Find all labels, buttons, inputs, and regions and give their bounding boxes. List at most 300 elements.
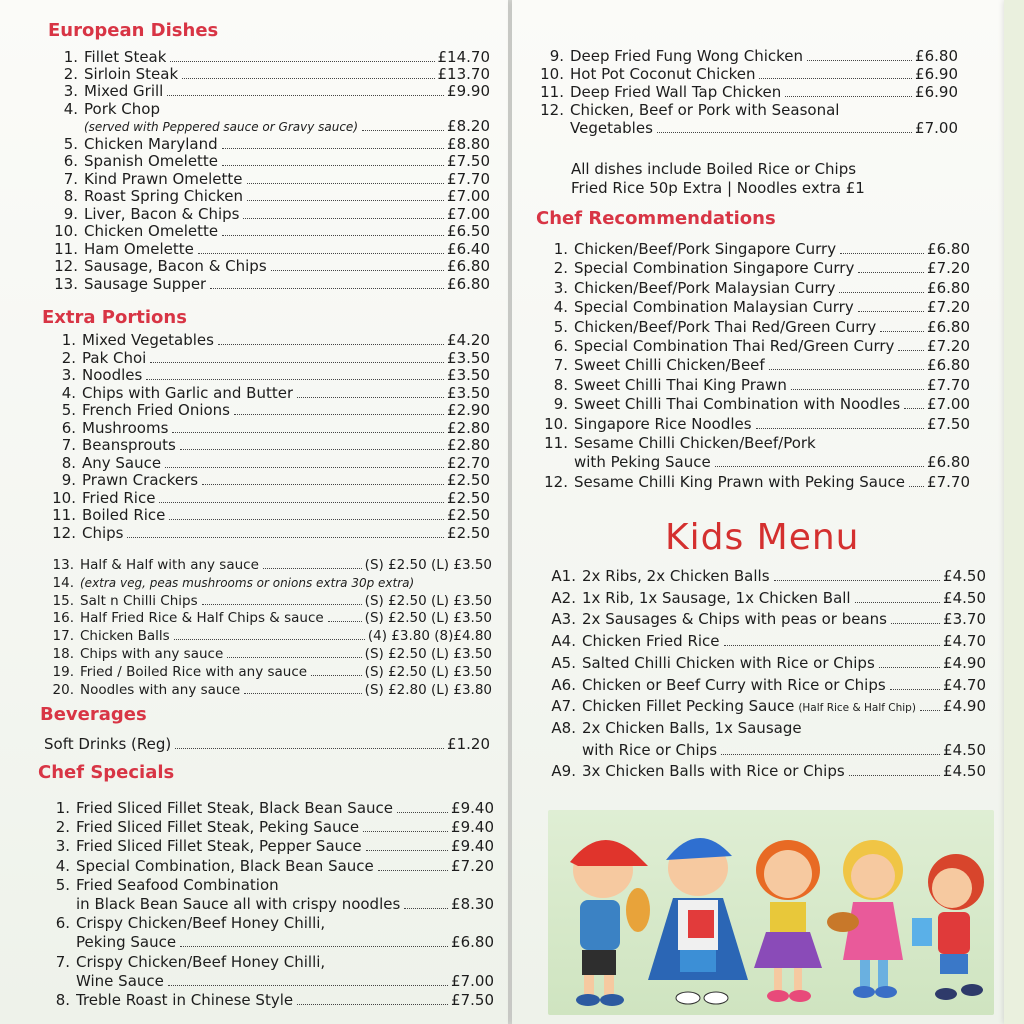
dot-leader bbox=[891, 623, 940, 624]
item-name: with Rice or Chips bbox=[582, 740, 718, 759]
item-price: £2.70 bbox=[447, 453, 490, 472]
menu-item bbox=[50, 170, 490, 188]
item-number: 15. bbox=[52, 592, 74, 609]
item-name: Peking Sauce bbox=[76, 933, 177, 952]
next-page-edge bbox=[1004, 0, 1024, 1024]
item-number: 7. bbox=[55, 952, 70, 971]
item-number: 2. bbox=[553, 259, 568, 278]
dot-leader bbox=[222, 165, 444, 166]
menu-item bbox=[540, 318, 970, 336]
item-price: (S) £2.50 (L) £3.50 bbox=[364, 663, 492, 680]
item-name: Prawn Crackers bbox=[82, 471, 199, 489]
dot-leader bbox=[247, 200, 444, 201]
item-number: 7. bbox=[553, 356, 568, 375]
item-number: 6. bbox=[55, 914, 70, 933]
dot-leader bbox=[807, 60, 912, 61]
item-number: 4. bbox=[63, 100, 78, 118]
item-number: 17. bbox=[52, 628, 74, 645]
item-price: £2.90 bbox=[447, 401, 490, 419]
dot-leader bbox=[904, 408, 924, 409]
item-number: 11. bbox=[54, 240, 78, 258]
menu-item bbox=[540, 415, 970, 433]
item-name: Ham Omelette bbox=[84, 240, 194, 258]
item-number: 4. bbox=[61, 383, 76, 402]
menu-item bbox=[50, 82, 490, 100]
item-number: 8. bbox=[61, 453, 76, 472]
item-number: 12. bbox=[52, 523, 76, 542]
menu-item bbox=[536, 65, 958, 83]
menu-item bbox=[44, 556, 492, 574]
item-name: Kind Prawn Omelette bbox=[84, 170, 243, 188]
item-name: Chicken Balls bbox=[80, 628, 170, 645]
dot-leader bbox=[724, 645, 941, 646]
dot-leader bbox=[263, 568, 362, 569]
menu-item bbox=[548, 762, 986, 780]
rice-chips-note: All dishes include Boiled Rice or Chips bbox=[571, 160, 857, 178]
menu-item bbox=[44, 506, 490, 524]
item-note: (Half Rice & Half Chip) bbox=[798, 702, 916, 715]
menu-item bbox=[44, 799, 494, 817]
dot-leader bbox=[849, 775, 940, 776]
menu-item bbox=[44, 972, 494, 990]
item-price: £14.70 bbox=[437, 48, 490, 66]
item-name: Pak Choi bbox=[82, 348, 147, 367]
item-number: 14. bbox=[52, 574, 74, 591]
dot-leader bbox=[127, 537, 444, 538]
item-name: Special Combination Thai Red/Green Curry bbox=[574, 337, 895, 355]
item-name: Treble Roast in Chinese Style bbox=[76, 991, 294, 1009]
menu-item bbox=[44, 419, 490, 437]
dot-leader bbox=[244, 693, 361, 694]
dot-leader bbox=[879, 667, 940, 668]
extra-portions-heading: Extra Portions bbox=[42, 307, 187, 328]
item-number: 13. bbox=[54, 275, 78, 293]
dot-leader bbox=[890, 689, 940, 690]
dot-leader bbox=[222, 148, 444, 149]
item-number: A2. bbox=[551, 588, 576, 607]
item-name: Half & Half with any sauce bbox=[80, 557, 259, 573]
item-number: 13. bbox=[52, 557, 74, 573]
item-number: A5. bbox=[551, 653, 576, 672]
item-name: Sweet Chilli Chicken/Beef bbox=[574, 356, 765, 375]
menu-item bbox=[44, 609, 492, 627]
dot-leader bbox=[202, 604, 362, 605]
menu-item bbox=[548, 610, 986, 628]
item-price: £7.00 bbox=[927, 395, 970, 414]
item-price: £7.00 bbox=[915, 119, 958, 137]
dot-leader bbox=[366, 850, 448, 851]
dot-leader bbox=[170, 61, 434, 62]
dot-leader bbox=[150, 362, 444, 363]
menu-item bbox=[540, 279, 970, 297]
menu-item bbox=[44, 384, 490, 402]
menu-item bbox=[540, 356, 970, 374]
menu-item bbox=[38, 735, 490, 753]
dot-leader bbox=[898, 350, 924, 351]
item-number: A7. bbox=[551, 697, 576, 716]
item-name: Chicken/Beef/Pork Singapore Curry bbox=[574, 240, 837, 258]
item-price: £3.50 bbox=[447, 348, 490, 367]
item-name: Sweet Chilli Thai Combination with Noodles bbox=[574, 395, 901, 414]
item-price: £7.00 bbox=[451, 971, 494, 990]
item-price: £7.20 bbox=[927, 337, 970, 355]
item-price: £7.50 bbox=[447, 152, 490, 170]
item-name: Fried Sliced Fillet Steak, Black Bean Sauce bbox=[76, 799, 394, 817]
item-number: 3. bbox=[55, 837, 70, 856]
item-number: 9. bbox=[549, 47, 564, 65]
menu-item bbox=[540, 453, 970, 471]
item-price: £4.50 bbox=[943, 762, 986, 781]
european-dishes-heading: European Dishes bbox=[48, 20, 219, 41]
item-number: 2. bbox=[61, 348, 76, 367]
item-name: Soft Drinks (Reg) bbox=[44, 735, 172, 753]
item-number: 6. bbox=[61, 418, 76, 437]
menu-item bbox=[50, 117, 490, 136]
menu-item bbox=[548, 697, 986, 717]
item-price: £2.50 bbox=[447, 523, 490, 542]
item-number: 20. bbox=[52, 681, 74, 698]
item-price: £3.70 bbox=[943, 610, 986, 629]
menu-item bbox=[540, 298, 970, 316]
item-name: Mixed Vegetables bbox=[82, 331, 214, 349]
item-number: 7. bbox=[63, 170, 78, 188]
item-name: 2x Chicken Balls, 1x Sausage bbox=[582, 718, 802, 737]
menu-item bbox=[50, 152, 490, 170]
dot-leader bbox=[168, 985, 448, 986]
menu-item bbox=[50, 275, 490, 293]
item-name: Mushrooms bbox=[82, 418, 169, 437]
item-price: (4) £3.80 (8)£4.80 bbox=[367, 628, 492, 645]
menu-item bbox=[44, 401, 490, 419]
dot-leader bbox=[167, 95, 444, 96]
item-price: £7.70 bbox=[927, 472, 970, 491]
item-name: Vegetables bbox=[570, 119, 653, 137]
item-name: Singapore Rice Noodles bbox=[574, 414, 752, 433]
extras-note: Fried Rice 50p Extra | Noodles extra £1 bbox=[571, 179, 865, 197]
item-name: with Peking Sauce bbox=[574, 453, 711, 472]
dot-leader bbox=[311, 675, 362, 676]
menu-item bbox=[44, 933, 494, 951]
item-number: 5. bbox=[553, 317, 568, 336]
kids-menu-heading: Kids Menu bbox=[665, 517, 860, 558]
item-number: 2. bbox=[55, 818, 70, 837]
item-number: 4. bbox=[553, 298, 568, 317]
item-name: Crispy Chicken/Beef Honey Chilli, bbox=[76, 914, 326, 933]
menu-item bbox=[44, 818, 494, 836]
item-price: £7.00 bbox=[447, 187, 490, 205]
dot-leader bbox=[657, 132, 912, 133]
item-name: Chicken/Beef/Pork Malaysian Curry bbox=[574, 278, 836, 297]
item-name: Spanish Omelette bbox=[84, 152, 219, 170]
item-name: (extra veg, peas mushrooms or onions extra 30p extra) bbox=[80, 575, 415, 590]
item-name: 2x Sausages & Chips with peas or beans bbox=[582, 610, 887, 629]
menu-item bbox=[536, 47, 958, 65]
dot-leader bbox=[169, 519, 444, 520]
item-number: 6. bbox=[63, 152, 78, 170]
item-number: 5. bbox=[61, 401, 76, 419]
menu-item bbox=[50, 135, 490, 153]
item-price: £13.70 bbox=[437, 65, 490, 83]
menu-item bbox=[548, 741, 986, 759]
item-number: 10. bbox=[540, 65, 564, 83]
item-number: 4. bbox=[55, 856, 70, 875]
item-number: 7. bbox=[61, 436, 76, 454]
menu-item bbox=[50, 48, 490, 66]
chef-specials-heading: Chef Specials bbox=[38, 762, 175, 783]
item-name: Boiled Rice bbox=[82, 506, 166, 524]
dot-leader bbox=[756, 428, 924, 429]
dot-leader bbox=[791, 389, 924, 390]
item-name: 2x Ribs, 2x Chicken Balls bbox=[582, 567, 770, 585]
item-name: Sirloin Steak bbox=[84, 65, 179, 83]
item-price: £7.70 bbox=[927, 375, 970, 394]
item-price: £7.20 bbox=[927, 298, 970, 317]
item-price: £6.80 bbox=[451, 933, 494, 952]
item-number: 1. bbox=[63, 48, 78, 66]
dot-leader bbox=[227, 657, 361, 658]
item-price: £2.80 bbox=[447, 436, 490, 454]
menu-item bbox=[50, 222, 490, 240]
item-price: £2.80 bbox=[447, 418, 490, 437]
item-number: A3. bbox=[551, 610, 576, 629]
item-name: Sesame Chilli Chicken/Beef/Pork bbox=[574, 434, 816, 452]
menu-item bbox=[44, 837, 494, 855]
menu-item bbox=[548, 654, 986, 672]
item-number: 10. bbox=[544, 414, 568, 433]
item-price: £4.70 bbox=[943, 632, 986, 651]
item-name: Liver, Bacon & Chips bbox=[84, 205, 240, 223]
item-number: 12. bbox=[540, 101, 564, 119]
dot-leader bbox=[271, 270, 444, 271]
item-name: Chicken/Beef/Pork Thai Red/Green Curry bbox=[574, 317, 877, 336]
item-price: £8.30 bbox=[451, 895, 494, 913]
item-price: £6.50 bbox=[447, 222, 490, 240]
item-number: 9. bbox=[553, 395, 568, 414]
item-name: Fried Seafood Combination bbox=[76, 875, 279, 894]
item-price: £3.50 bbox=[447, 383, 490, 402]
dot-leader bbox=[363, 831, 448, 832]
item-name: Pork Chop bbox=[84, 100, 160, 118]
dot-leader bbox=[362, 130, 444, 131]
item-number: 1. bbox=[553, 240, 568, 258]
menu-item bbox=[50, 240, 490, 258]
item-price: £9.90 bbox=[447, 82, 490, 100]
item-name: Sausage Supper bbox=[84, 275, 207, 293]
dot-leader bbox=[855, 602, 940, 603]
children-cartoon-icon bbox=[548, 810, 994, 1015]
menu-item bbox=[44, 991, 494, 1009]
dot-leader bbox=[328, 621, 362, 622]
item-price: £4.90 bbox=[943, 697, 986, 716]
dot-leader bbox=[146, 379, 444, 380]
menu-item bbox=[50, 100, 490, 118]
item-number: 9. bbox=[63, 205, 78, 223]
item-name: Deep Fried Wall Tap Chicken bbox=[570, 83, 782, 101]
dot-leader bbox=[182, 78, 434, 79]
menu-item bbox=[44, 331, 490, 349]
item-price: £6.90 bbox=[915, 83, 958, 101]
item-name: French Fried Onions bbox=[82, 401, 231, 419]
item-name: Half Fried Rice & Half Chips & sauce bbox=[80, 610, 324, 627]
dot-leader bbox=[297, 1004, 448, 1005]
item-number: 8. bbox=[55, 991, 70, 1009]
item-price: £2.50 bbox=[447, 506, 490, 524]
item-number: A8. bbox=[551, 718, 576, 737]
menu-item bbox=[548, 589, 986, 607]
item-price: £4.20 bbox=[447, 331, 490, 349]
item-number: 3. bbox=[61, 366, 76, 384]
item-price: £6.80 bbox=[447, 275, 490, 293]
item-number: 16. bbox=[52, 610, 74, 627]
dot-leader bbox=[840, 253, 924, 254]
item-name: Special Combination Malaysian Curry bbox=[574, 298, 854, 317]
dot-leader bbox=[880, 331, 924, 332]
item-name: Sesame Chilli King Prawn with Peking Sauce bbox=[574, 472, 905, 491]
menu-item bbox=[44, 471, 490, 489]
dot-leader bbox=[858, 311, 924, 312]
item-number: 12. bbox=[544, 472, 568, 491]
menu-item bbox=[44, 953, 494, 971]
item-price: £4.50 bbox=[943, 740, 986, 759]
item-number: 18. bbox=[52, 646, 74, 662]
menu-item bbox=[44, 895, 494, 913]
item-name: Chicken Maryland bbox=[84, 135, 218, 153]
menu-item bbox=[44, 876, 494, 894]
menu-item bbox=[44, 663, 492, 681]
dot-leader bbox=[198, 253, 444, 254]
dot-leader bbox=[378, 870, 448, 871]
item-name: Salt n Chilli Chips bbox=[80, 592, 198, 609]
item-name: Noodles bbox=[82, 366, 143, 384]
dot-leader bbox=[247, 183, 445, 184]
menu-item bbox=[50, 205, 490, 223]
item-name: Sweet Chilli Thai King Prawn bbox=[574, 375, 787, 394]
item-number: 5. bbox=[63, 135, 78, 153]
menu-item bbox=[548, 719, 986, 737]
item-price: £4.50 bbox=[943, 588, 986, 607]
dot-leader bbox=[404, 908, 448, 909]
item-name: Crispy Chicken/Beef Honey Chilli, bbox=[76, 952, 326, 971]
kids-illustration bbox=[548, 810, 994, 1015]
item-name: Wine Sauce bbox=[76, 971, 164, 990]
menu-item bbox=[44, 436, 490, 454]
item-price: £7.50 bbox=[451, 991, 494, 1009]
dot-leader bbox=[210, 288, 444, 289]
menu-item bbox=[44, 645, 492, 663]
item-number: 10. bbox=[52, 488, 76, 507]
item-number: 3. bbox=[63, 82, 78, 100]
menu-item bbox=[44, 349, 490, 367]
item-name: Beansprouts bbox=[82, 436, 176, 454]
item-number: 1. bbox=[61, 331, 76, 349]
menu-item bbox=[540, 376, 970, 394]
item-price: £4.90 bbox=[943, 653, 986, 672]
item-number: 2. bbox=[63, 65, 78, 83]
dot-leader bbox=[721, 754, 940, 755]
menu-item bbox=[536, 83, 958, 101]
item-price: £9.40 bbox=[451, 837, 494, 856]
dot-leader bbox=[785, 96, 912, 97]
item-name: Fillet Steak bbox=[84, 48, 167, 66]
item-price: (S) £2.50 (L) £3.50 bbox=[364, 646, 492, 662]
item-name: Deep Fried Fung Wong Chicken bbox=[570, 47, 804, 65]
dot-leader bbox=[172, 432, 444, 433]
dot-leader bbox=[397, 812, 448, 813]
item-name: in Black Bean Sauce all with crispy noodles bbox=[76, 895, 401, 913]
dot-leader bbox=[218, 344, 444, 345]
item-price: £6.80 bbox=[927, 453, 970, 472]
item-price: £2.50 bbox=[447, 471, 490, 489]
item-name: Chicken or Beef Curry with Rice or Chips bbox=[582, 675, 886, 694]
dot-leader bbox=[180, 449, 444, 450]
item-name: Fried Sliced Fillet Steak, Pepper Sauce bbox=[76, 837, 362, 856]
dot-leader bbox=[715, 466, 924, 467]
item-price: (S) £2.80 (L) £3.80 bbox=[364, 681, 492, 698]
menu-item bbox=[540, 395, 970, 413]
item-price: £9.40 bbox=[451, 799, 494, 817]
dot-leader bbox=[174, 639, 365, 640]
item-number: 1. bbox=[55, 799, 70, 817]
menu-item bbox=[50, 187, 490, 205]
item-name: Special Combination Singapore Curry bbox=[574, 259, 855, 278]
item-price: £6.80 bbox=[927, 278, 970, 297]
item-price: £4.70 bbox=[943, 675, 986, 694]
item-number: A9. bbox=[551, 762, 576, 781]
menu-item bbox=[548, 567, 986, 585]
item-price: £6.80 bbox=[927, 356, 970, 375]
item-name: Chicken, Beef or Pork with Seasonal bbox=[570, 101, 840, 119]
menu-item bbox=[44, 489, 490, 507]
chef-recommendations-heading: Chef Recommendations bbox=[536, 208, 776, 229]
dot-leader bbox=[858, 272, 924, 273]
item-name: Special Combination, Black Bean Sauce bbox=[76, 856, 374, 875]
dot-leader bbox=[165, 467, 444, 468]
item-price: £7.50 bbox=[927, 414, 970, 433]
item-number: A6. bbox=[551, 675, 576, 694]
item-price: £6.80 bbox=[927, 240, 970, 258]
item-name: 1x Rib, 1x Sausage, 1x Chicken Ball bbox=[582, 588, 851, 607]
dot-leader bbox=[759, 78, 912, 79]
menu-item bbox=[540, 259, 970, 277]
item-name: Chips with any sauce bbox=[80, 646, 224, 662]
item-number: 6. bbox=[553, 337, 568, 355]
menu-item bbox=[44, 627, 492, 645]
item-price: (S) £2.50 (L) £3.50 bbox=[364, 557, 492, 573]
item-name: Fried Rice bbox=[82, 488, 156, 507]
menu-item bbox=[44, 914, 494, 932]
menu-item bbox=[44, 454, 490, 472]
item-name: Hot Pot Coconut Chicken bbox=[570, 65, 756, 83]
item-price: £6.80 bbox=[915, 47, 958, 65]
menu-item bbox=[536, 101, 958, 119]
beverages-heading: Beverages bbox=[40, 704, 147, 725]
item-price: £1.20 bbox=[447, 735, 490, 753]
item-number: A1. bbox=[551, 567, 576, 585]
dot-leader bbox=[769, 369, 924, 370]
dot-leader bbox=[180, 946, 448, 947]
item-name: Chicken Omelette bbox=[84, 222, 219, 240]
item-price: £4.50 bbox=[943, 567, 986, 585]
menu-item bbox=[50, 65, 490, 83]
item-number: 12. bbox=[54, 257, 78, 275]
item-name: (served with Peppered sauce or Gravy sauce) bbox=[84, 120, 358, 134]
dot-leader bbox=[222, 235, 444, 236]
menu-item bbox=[44, 681, 492, 699]
menu-item bbox=[540, 473, 970, 491]
item-name: 3x Chicken Balls with Rice or Chips bbox=[582, 762, 845, 781]
dot-leader bbox=[839, 292, 924, 293]
menu-item bbox=[536, 119, 958, 137]
